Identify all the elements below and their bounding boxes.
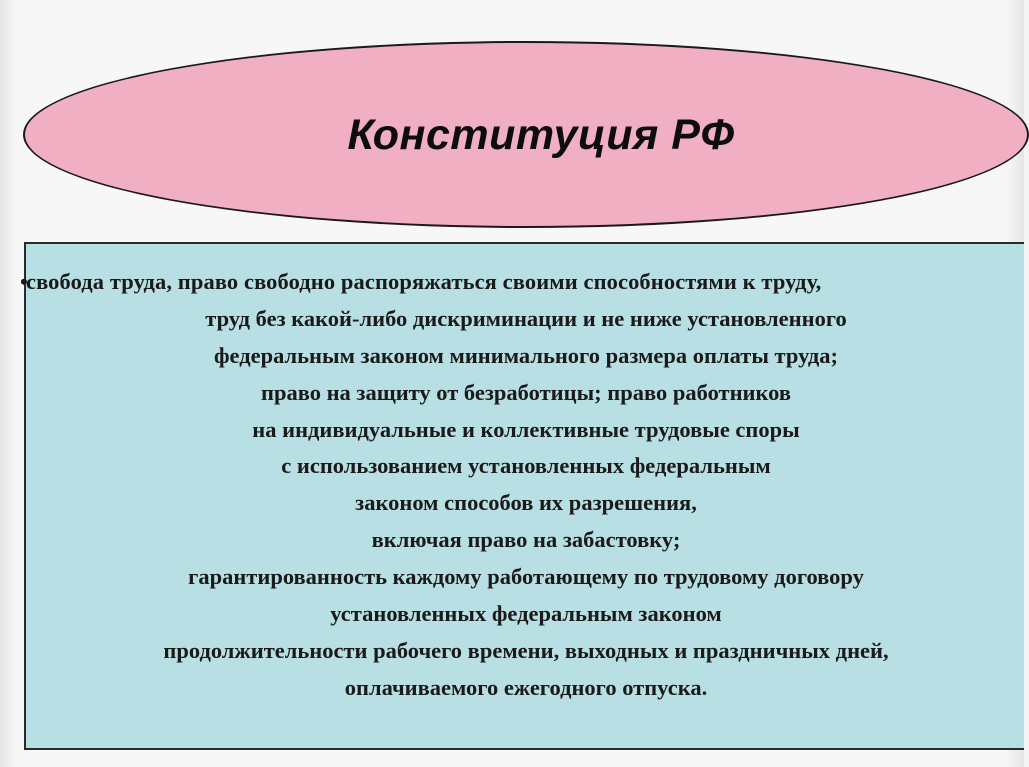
title-oval (23, 41, 1029, 228)
content-line-6: с использованием установленных федеральным (281, 453, 771, 479)
content-line-3: федеральным законом минимального размера оплаты труда; (213, 342, 839, 368)
content-line-5: на индивидуальные и коллективные трудовые споры (252, 416, 800, 442)
content-line-10: установленных федеральным законом (330, 601, 722, 627)
content-line-4: право на защиту от безработицы; право работников (260, 379, 792, 405)
content-line-9: гарантированность каждому работающему по трудовому договору (188, 564, 864, 590)
content-box (20, 242, 1024, 750)
content-line-7: законом способов их разрешения, (355, 490, 697, 516)
content-line-11: продолжительности рабочего времени, выходных и праздничных дней, (163, 637, 889, 663)
content-line-2: труд без какой-либо дискриминации и не ниже установленного (205, 305, 847, 331)
content-line-12: оплачиваемого ежегодного отпуска. (344, 674, 708, 700)
content-line-8: включая право на забастовку; (371, 527, 681, 553)
bullet-icon: • (20, 269, 28, 294)
content-list (20, 264, 1026, 707)
slide-title: Конституция РФ (347, 111, 735, 159)
content-line-text: свобода труда, право свободно распоряжаться своими способностями к труду, (26, 269, 822, 294)
content-line-1 (20, 264, 1026, 301)
